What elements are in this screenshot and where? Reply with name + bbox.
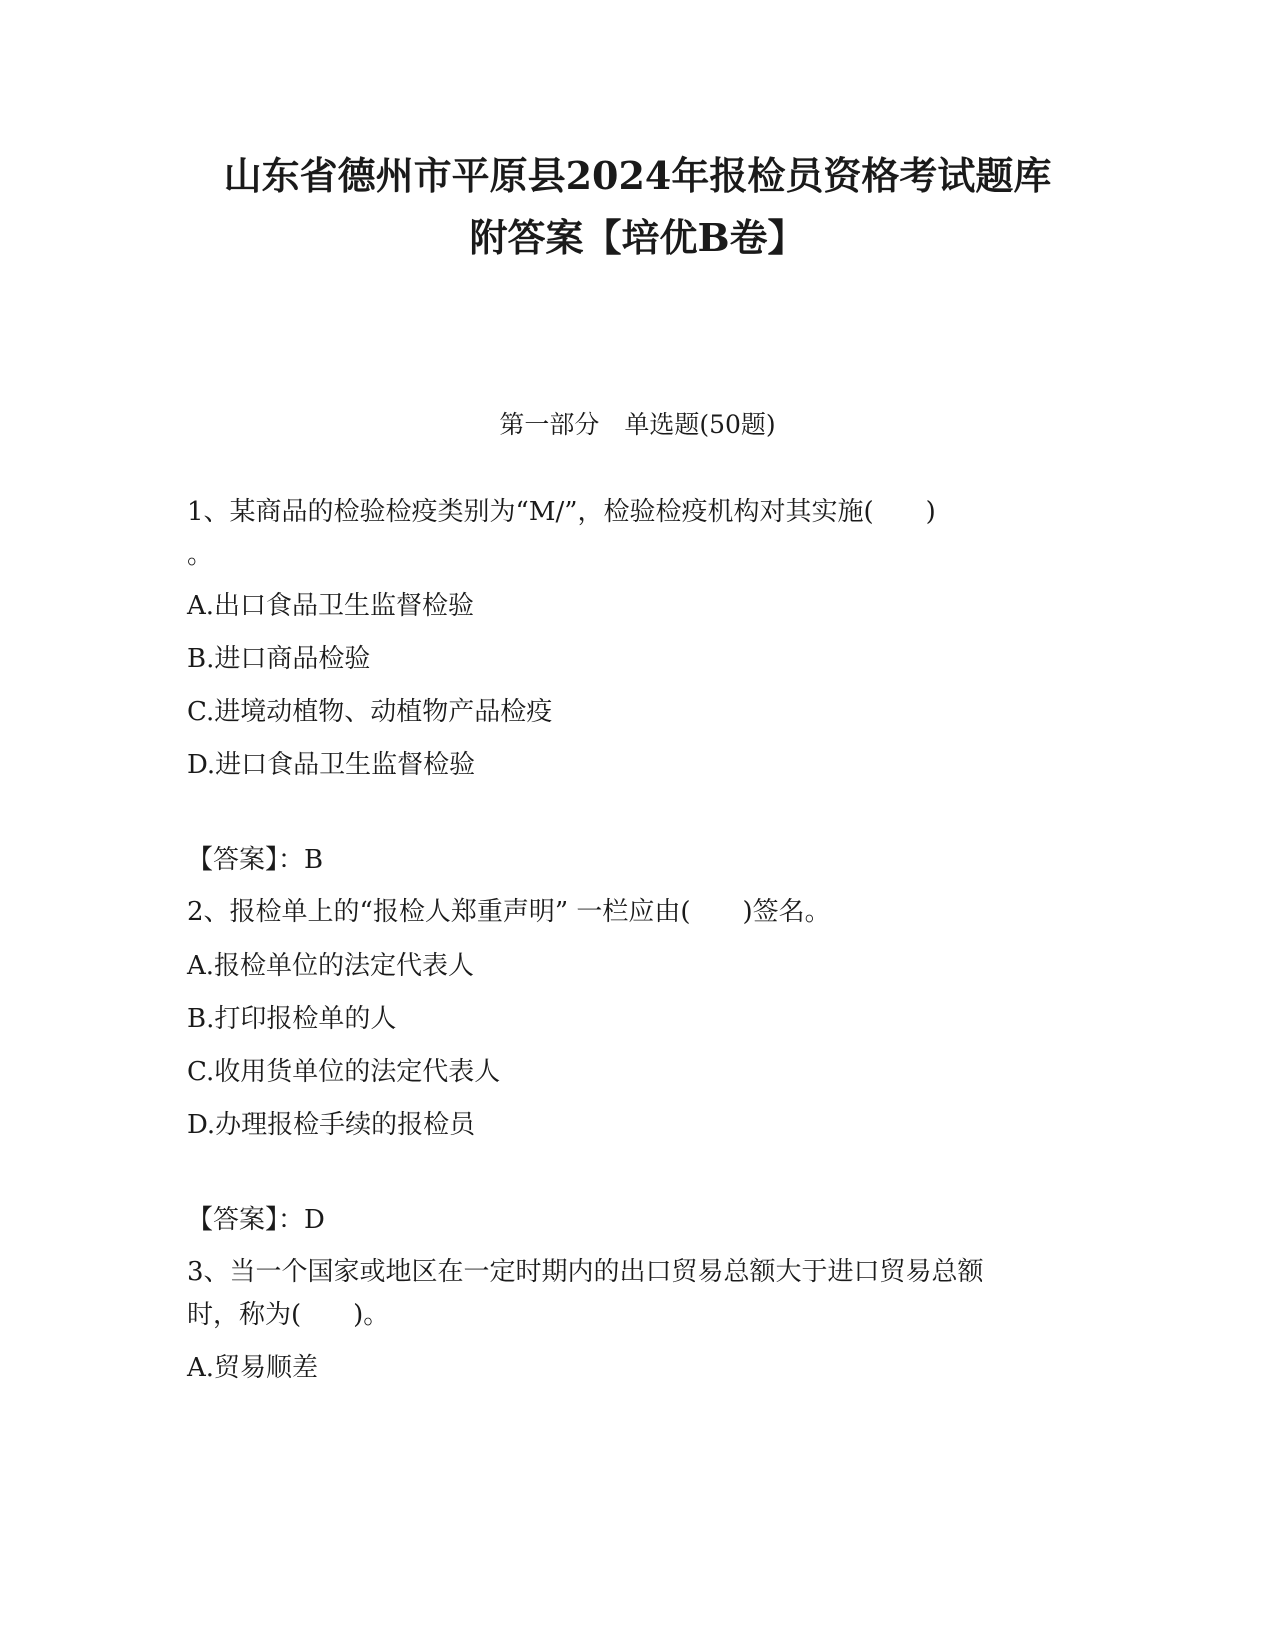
question-1-option-b: B.进口商品检验 [187, 644, 371, 674]
question-1-option-d: D.进口食品卫生监督检验 [187, 750, 476, 780]
question-2-option-d: D.办理报检手续的报检员 [187, 1110, 476, 1140]
question-2-answer: 【答案】：D [187, 1205, 325, 1235]
question-1-stem: 1、某商品的检验检疫类别为“M/”，检验检疫机构对其实施( ) [187, 497, 936, 527]
question-1-option-a: A.出口食品卫生监督检验 [187, 591, 475, 621]
question-1-stem-continuation: 。 [187, 540, 214, 570]
question-2-option-b: B.打印报检单的人 [187, 1004, 397, 1034]
question-3-stem-continuation: 时，称为( )。 [187, 1300, 390, 1330]
document-title-line1: 山东省德州市平原县2024年报检员资格考试题库 [223, 153, 1052, 198]
document-title-line2: 附答案【培优B卷】 [469, 215, 806, 260]
question-3-option-a: A.贸易顺差 [187, 1353, 319, 1383]
question-2-option-c: C.收用货单位的法定代表人 [187, 1057, 501, 1087]
question-1-answer: 【答案】：B [187, 845, 324, 875]
question-2-option-a: A.报检单位的法定代表人 [187, 951, 475, 981]
question-1-option-c: C.进境动植物、动植物产品检疫 [187, 697, 553, 727]
question-2-stem: 2、报检单上的“报检人郑重声明” 一栏应由( )签名。 [187, 897, 831, 927]
question-3-stem: 3、当一个国家或地区在一定时期内的出口贸易总额大于进口贸易总额 [187, 1257, 984, 1287]
section-heading: 第一部分 单选题(50题) [499, 410, 776, 439]
